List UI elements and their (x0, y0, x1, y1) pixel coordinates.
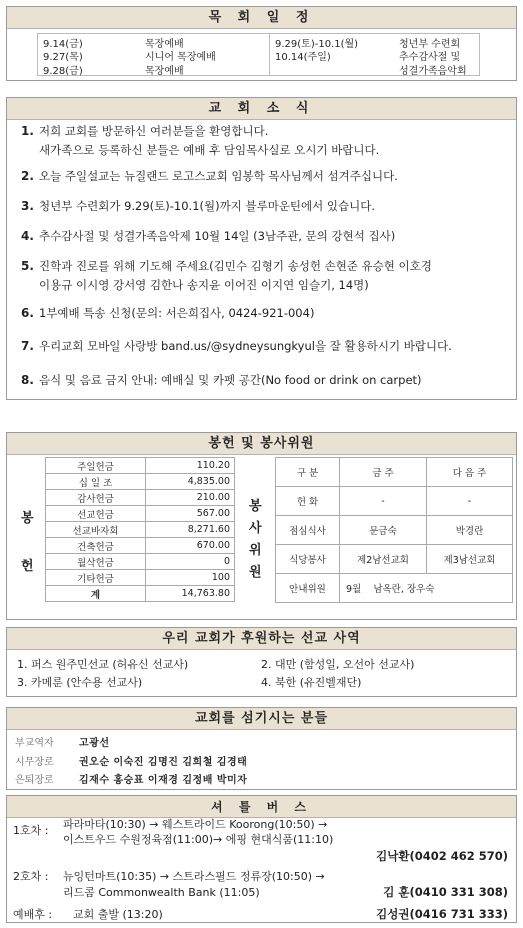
service-kind: 안내위원 (276, 574, 340, 603)
bus-route: 뉴잉턴마트(10:35) → 스트라스필드 정류장(10:50) → (63, 870, 325, 883)
news-num: 1. (21, 124, 34, 138)
news-text: 1부예배 특송 신청(문의: 서은희집사, 0424-921-004) (39, 306, 315, 320)
schedule-divider (269, 33, 270, 76)
mission-item: 4. 북한 (유진벨재단) (261, 676, 362, 689)
elders-list (7, 730, 516, 792)
usher-cell (340, 574, 513, 603)
offering-name: 감사헌금 (46, 490, 146, 506)
service-header: 구 분 (276, 458, 340, 487)
table-row (46, 474, 235, 490)
service-label: 봉 (249, 499, 262, 514)
offering-name: 월삭헌금 (46, 554, 146, 570)
offering-amount: 110.20 (146, 458, 235, 474)
news-num: 5. (21, 259, 34, 273)
shuttle-section (6, 795, 517, 923)
offering-table (45, 457, 235, 602)
service-kind: 헌 화 (276, 487, 340, 516)
table-row (276, 516, 513, 545)
table-row (276, 574, 513, 603)
table-row (46, 490, 235, 506)
schedule-body (7, 29, 516, 79)
schedule-event: 추수감사절 및 (399, 52, 461, 63)
table-row (46, 570, 235, 586)
mission-item: 1. 퍼스 원주민선교 (허유신 선교사) (17, 658, 189, 671)
elder-names: 고광선 (79, 738, 110, 749)
news-num: 8. (21, 373, 34, 387)
offering-amount: 4,835.00 (146, 474, 235, 490)
bus-label: 1호차 : (13, 824, 49, 837)
news-text: 우리교회 모바일 사랑방 band.us/@sydneysungkyul을 잘 활용하시기 바랍니다. (39, 339, 452, 353)
table-row (46, 506, 235, 522)
service-this-week: 제2남선교회 (340, 545, 427, 574)
elder-role: 은퇴장로 (15, 775, 54, 786)
service-label: 위 (249, 543, 262, 558)
missions-section (6, 627, 517, 697)
bus-driver: 김성권(0416 731 333) (376, 907, 508, 921)
service-this-week: 문금숙 (340, 516, 427, 545)
service-table (275, 457, 513, 603)
news-num: 7. (21, 339, 34, 353)
news-text: 이용규 이시영 강서영 김한나 송지윤 이어진 이지연 임슬기, 14명) (39, 278, 369, 292)
usher-names: 남옥란, 장우숙 (373, 584, 435, 595)
offering-amount: 8,271.60 (146, 522, 235, 538)
offering-name: 건축헌금 (46, 538, 146, 554)
shuttle-body (7, 818, 516, 928)
schedule-date: 9.27(목) (43, 52, 83, 63)
bus-route: 교회 출발 (13:20) (73, 908, 163, 921)
bus-driver: 김 훈(0410 331 308) (383, 885, 508, 899)
schedule-date: 9.28(금) (43, 66, 83, 77)
news-num: 6. (21, 306, 34, 320)
bus-route: 파라마타(10:30) → 웨스트라이드 Koorong(10:50) → (63, 818, 328, 831)
offering-name: 기타헌금 (46, 570, 146, 586)
news-num: 4. (21, 229, 34, 243)
table-row (46, 458, 235, 474)
offering-name: 선교헌금 (46, 506, 146, 522)
offering-name: 선교바자회 (46, 522, 146, 538)
schedule-title: 목 회 일 정 (7, 7, 516, 29)
service-next-week: - (427, 487, 513, 516)
schedule-date: 9.29(토)-10.1(월) (275, 39, 359, 50)
offering-total-label: 계 (46, 586, 146, 602)
offering-amount: 100 (146, 570, 235, 586)
table-row (46, 554, 235, 570)
bus-label: 2호차 : (13, 870, 49, 883)
offering-label: 봉 (21, 511, 34, 526)
news-num: 2. (21, 169, 34, 183)
elder-row (15, 771, 247, 786)
shuttle-title: 셔 틀 버 스 (7, 796, 516, 818)
offering-title: 봉헌 및 봉사위원 (7, 433, 516, 455)
news-text: 추수감사절 및 성결가족음악제 10월 14일 (3남주관, 문의 강현석 집사) (39, 229, 396, 243)
service-header: 금 주 (340, 458, 427, 487)
elders-section (6, 707, 517, 790)
elder-role: 시무장로 (15, 757, 54, 768)
schedule-date: 10.14(주일) (275, 52, 331, 63)
schedule-event: 청년부 수련회 (399, 39, 461, 50)
table-row (46, 538, 235, 554)
offering-amount: 210.00 (146, 490, 235, 506)
elder-row (15, 753, 247, 768)
offering-label: 헌 (21, 559, 34, 574)
mission-item: 2. 대만 (함성일, 오선아 선교사) (261, 658, 415, 671)
service-header: 다 음 주 (427, 458, 513, 487)
news-num: 3. (21, 199, 34, 213)
news-text: 진학과 진로를 위해 기도해 주세요(김민수 김형기 송성헌 손현준 유승현 이호경 (39, 259, 432, 273)
news-text: 음식 및 음료 금지 안내: 예배실 및 카펫 공간(No food or drink on carpet) (39, 373, 422, 387)
elder-role: 부교역자 (15, 738, 54, 749)
service-this-week: - (340, 487, 427, 516)
table-row (276, 545, 513, 574)
schedule-date: 9.14(금) (43, 39, 83, 50)
usher-time: 9월 (346, 584, 362, 595)
news-section (6, 97, 517, 400)
table-row (276, 458, 513, 487)
bus-route: 이스트우드 수원정육점(11:00)→ 에핑 현대식품(11:10) (63, 833, 334, 846)
service-label: 사 (249, 521, 262, 536)
elder-row (15, 734, 109, 749)
table-row (46, 522, 235, 538)
missions-title: 우리 교회가 후원하는 선교 사역 (7, 628, 516, 650)
schedule-section (6, 6, 517, 81)
elders-title: 교회를 섬기시는 분들 (7, 708, 516, 730)
elder-names: 권오순 이숙진 김명진 김희철 김경태 (79, 757, 248, 768)
service-next-week: 박경란 (427, 516, 513, 545)
schedule-event: 시니어 목장예배 (145, 52, 216, 63)
offering-amount: 567.00 (146, 506, 235, 522)
news-text: 저희 교회를 방문하신 여러분들을 환영합니다. (39, 124, 269, 138)
news-text: 청년부 수련회가 9.29(토)-10.1(월)까지 블루마운틴에서 있습니다. (39, 199, 375, 213)
offering-name: 십 일 조 (46, 474, 146, 490)
offering-body (7, 455, 516, 640)
news-text: 새가족으로 등록하신 분들은 예배 후 담임목사실로 오시기 바랍니다. (39, 143, 380, 157)
offering-name: 주일헌금 (46, 458, 146, 474)
schedule-event: 성결가족음악회 (399, 66, 467, 77)
schedule-event: 목장예배 (145, 39, 184, 50)
offering-amount: 670.00 (146, 538, 235, 554)
table-row (46, 586, 235, 602)
service-kind: 점심식사 (276, 516, 340, 545)
schedule-event: 목장예배 (145, 66, 184, 77)
offering-section (6, 432, 517, 620)
elder-names: 김재수 홍승표 이재경 김정배 박미자 (79, 775, 248, 786)
missions-list (7, 650, 516, 698)
bus-route: 리드콤 Commonwealth Bank (11:05) (63, 886, 260, 899)
mission-item: 3. 카메룬 (안수용 선교사) (17, 676, 143, 689)
bus-label: 예배후 : (13, 908, 53, 921)
news-text: 오늘 주일설교는 뉴질랜드 로고스교회 임봉학 목사님께서 섬겨주십니다. (39, 169, 398, 183)
offering-amount: 0 (146, 554, 235, 570)
service-next-week: 제3남선교회 (427, 545, 513, 574)
table-row (276, 487, 513, 516)
bus-driver: 김낙환(0402 462 570) (376, 849, 508, 863)
news-title: 교 회 소 식 (7, 98, 516, 120)
offering-total: 14,763.80 (146, 586, 235, 602)
service-label: 원 (249, 565, 262, 580)
service-kind: 식당봉사 (276, 545, 340, 574)
news-list (7, 120, 516, 412)
